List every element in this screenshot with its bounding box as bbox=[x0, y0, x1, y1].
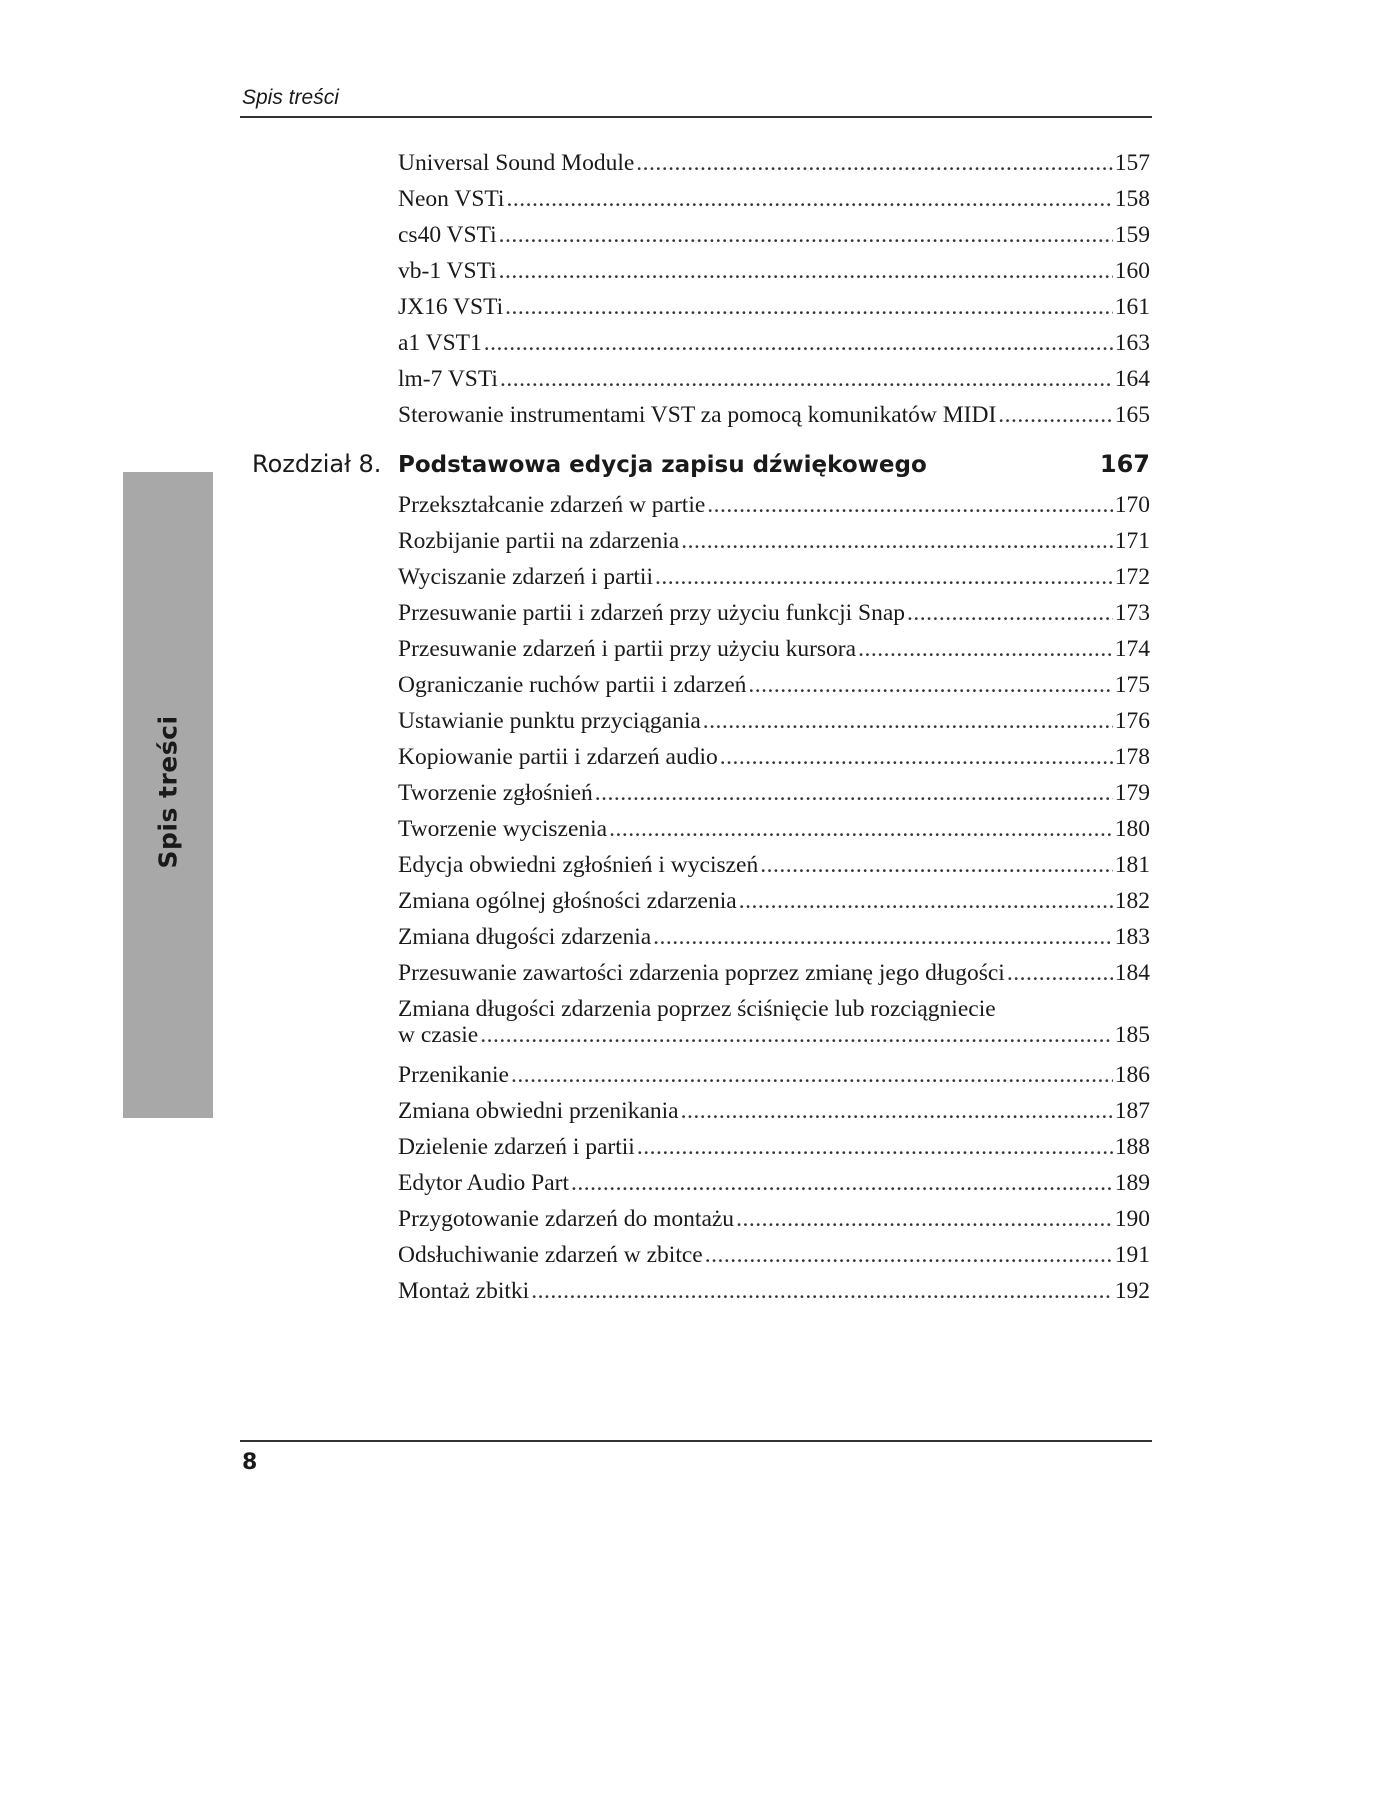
toc-entry[interactable] bbox=[398, 1170, 1150, 1200]
dot-leader bbox=[739, 888, 1113, 914]
dot-leader bbox=[506, 186, 1112, 212]
dot-leader bbox=[653, 924, 1113, 950]
toc-entry-page: 176 bbox=[1114, 708, 1150, 734]
toc-entry-page: 185 bbox=[1114, 1022, 1150, 1048]
dot-leader bbox=[499, 258, 1113, 284]
dot-leader bbox=[720, 744, 1113, 770]
toc-entry-page: 180 bbox=[1114, 816, 1150, 842]
toc-entry-title: a1 VST1 bbox=[398, 330, 482, 356]
toc-entry[interactable] bbox=[398, 924, 1150, 954]
toc-entry-page: 174 bbox=[1114, 636, 1150, 662]
toc-entry-page: 178 bbox=[1114, 744, 1150, 770]
toc-entry-page: 182 bbox=[1114, 888, 1150, 914]
toc-entry-page: 157 bbox=[1114, 150, 1150, 176]
side-tab bbox=[123, 472, 213, 1118]
chapter-page: 167 bbox=[1099, 450, 1150, 478]
toc-entry-title: Przygotowanie zdarzeń do montażu bbox=[398, 1206, 735, 1232]
toc-entry-page: 179 bbox=[1114, 780, 1150, 806]
toc-entry[interactable] bbox=[398, 780, 1150, 810]
toc-entry-page: 192 bbox=[1114, 1278, 1150, 1304]
toc-entry[interactable] bbox=[398, 852, 1150, 882]
toc-entry-page: 190 bbox=[1114, 1206, 1150, 1232]
dot-leader bbox=[637, 1134, 1113, 1160]
dot-leader bbox=[705, 1242, 1113, 1268]
side-tab-label: Spis treści bbox=[153, 715, 183, 869]
toc-entry-title: Ograniczanie ruchów partii i zdarzeń bbox=[398, 672, 747, 698]
dot-leader bbox=[511, 1062, 1113, 1088]
toc-entry-title: vb-1 VSTi bbox=[398, 258, 497, 284]
toc-entry-page: 163 bbox=[1114, 330, 1150, 356]
chapter-heading[interactable] bbox=[252, 450, 1150, 478]
toc-entry-page: 189 bbox=[1114, 1170, 1150, 1196]
dot-leader bbox=[636, 150, 1112, 176]
toc-entry-title: lm-7 VSTi bbox=[398, 366, 498, 392]
toc-entry-title: cs40 VSTi bbox=[398, 222, 497, 248]
toc-entry-title: Przesuwanie zawartości zdarzenia poprzez zmianę jego długości bbox=[398, 960, 1005, 986]
toc-entry-title: Zmiana długości zdarzenia bbox=[398, 924, 652, 950]
dot-leader bbox=[858, 636, 1113, 662]
dot-leader bbox=[571, 1170, 1113, 1196]
toc-entry[interactable] bbox=[398, 564, 1150, 594]
toc-entry[interactable] bbox=[398, 888, 1150, 918]
toc-entry-title: Rozbijanie partii na zdarzenia bbox=[398, 528, 680, 554]
toc-entry[interactable] bbox=[398, 1278, 1150, 1308]
toc-entry-title: Tworzenie zgłośnień bbox=[398, 780, 593, 806]
toc-entry-page: 181 bbox=[1114, 852, 1150, 878]
toc-entry-title: Wyciszanie zdarzeń i partii bbox=[398, 564, 653, 590]
toc-entry[interactable] bbox=[398, 744, 1150, 774]
toc-entry-title: Sterowanie instrumentami VST za pomocą komunikatów MIDI bbox=[398, 402, 997, 428]
toc-entry[interactable] bbox=[398, 528, 1150, 558]
toc-entry-title: Zmiana obwiedni przenikania bbox=[398, 1098, 679, 1124]
toc-entry[interactable] bbox=[398, 258, 1150, 288]
toc-entry-page: 183 bbox=[1114, 924, 1150, 950]
dot-leader bbox=[681, 528, 1113, 554]
toc-entry-title: Montaż zbitki bbox=[398, 1278, 530, 1304]
toc-entry-title: Odsłuchiwanie zdarzeń w zbitce bbox=[398, 1242, 703, 1268]
dot-leader bbox=[998, 402, 1112, 428]
toc-entry-title: Zmiana ogólnej głośności zdarzenia bbox=[398, 888, 737, 914]
dot-leader bbox=[736, 1206, 1113, 1232]
toc-entry-title: Neon VSTi bbox=[398, 186, 505, 212]
toc-entry-page: 159 bbox=[1114, 222, 1150, 248]
dot-leader bbox=[484, 330, 1113, 356]
dot-leader bbox=[748, 672, 1112, 698]
toc-entry[interactable] bbox=[398, 1098, 1150, 1128]
running-head: Spis treści bbox=[242, 86, 339, 109]
dot-leader bbox=[703, 708, 1113, 734]
toc-entry[interactable] bbox=[398, 402, 1150, 432]
toc-entry[interactable] bbox=[398, 1206, 1150, 1236]
toc-entry[interactable] bbox=[398, 150, 1150, 180]
toc-entry[interactable] bbox=[398, 1242, 1150, 1272]
dot-leader bbox=[480, 1022, 1113, 1048]
toc-entry[interactable] bbox=[398, 294, 1150, 324]
toc-entry[interactable] bbox=[398, 330, 1150, 360]
toc-entry-page: 165 bbox=[1114, 402, 1150, 428]
toc-entry[interactable] bbox=[398, 960, 1150, 990]
toc-entry[interactable] bbox=[398, 636, 1150, 666]
toc-entry[interactable] bbox=[398, 816, 1150, 846]
toc-entry-title: Dzielenie zdarzeń i partii bbox=[398, 1134, 635, 1160]
dot-leader bbox=[1007, 960, 1113, 986]
toc-entry-page: 187 bbox=[1114, 1098, 1150, 1124]
toc-entry-title: Edytor Audio Part bbox=[398, 1170, 570, 1196]
dot-leader bbox=[531, 1278, 1113, 1304]
dot-leader bbox=[500, 366, 1113, 392]
toc-entry-page: 184 bbox=[1114, 960, 1150, 986]
toc-entry-page: 170 bbox=[1114, 492, 1150, 518]
toc-entry[interactable] bbox=[398, 1134, 1150, 1164]
toc-entry[interactable] bbox=[398, 222, 1150, 252]
dot-leader bbox=[505, 294, 1113, 320]
toc-entry[interactable] bbox=[398, 1062, 1150, 1092]
toc-entry[interactable] bbox=[398, 186, 1150, 216]
toc-entry-page: 186 bbox=[1114, 1062, 1150, 1088]
toc-entry[interactable] bbox=[398, 672, 1150, 702]
toc-entry-page: 171 bbox=[1114, 528, 1150, 554]
toc-entry-page: 172 bbox=[1114, 564, 1150, 590]
dot-leader bbox=[907, 600, 1113, 626]
toc-entry-title: w czasie bbox=[398, 1022, 479, 1048]
toc-entry[interactable] bbox=[398, 600, 1150, 630]
dot-leader bbox=[707, 492, 1112, 518]
toc-entry[interactable] bbox=[398, 492, 1150, 522]
dot-leader bbox=[760, 852, 1113, 878]
toc-entry-title: Universal Sound Module bbox=[398, 150, 635, 176]
toc-entry-title: Kopiowanie partii i zdarzeń audio bbox=[398, 744, 718, 770]
dot-leader bbox=[609, 816, 1113, 842]
toc-entry-title: Przekształcanie zdarzeń w partie bbox=[398, 492, 706, 518]
toc-entry-title: Przenikanie bbox=[398, 1062, 509, 1088]
toc-entry-page: 164 bbox=[1114, 366, 1150, 392]
footer-rule bbox=[240, 1440, 1152, 1442]
toc-entry-title: Ustawianie punktu przyciągania bbox=[398, 708, 701, 734]
dot-leader bbox=[655, 564, 1113, 590]
toc-entry[interactable] bbox=[398, 708, 1150, 738]
chapter-label: Rozdział 8. bbox=[252, 450, 382, 478]
dot-leader bbox=[595, 780, 1113, 806]
toc-entry-title: Edycja obwiedni zgłośnień i wyciszeń bbox=[398, 852, 759, 878]
toc-entry-title: Tworzenie wyciszenia bbox=[398, 816, 608, 842]
toc-entry-page: 173 bbox=[1114, 600, 1150, 626]
toc-entry[interactable] bbox=[398, 366, 1150, 396]
toc-entry[interactable] bbox=[398, 996, 1150, 1056]
toc-entry-page: 160 bbox=[1114, 258, 1150, 284]
header-rule bbox=[240, 116, 1152, 118]
chapter-title: Podstawowa edycja zapisu dźwiękowego bbox=[398, 452, 927, 478]
toc-entry-title: Przesuwanie partii i zdarzeń przy użyciu funkcji Snap bbox=[398, 600, 906, 626]
toc-entry-page: 188 bbox=[1114, 1134, 1150, 1160]
toc-entry-title: JX16 VSTi bbox=[398, 294, 504, 320]
toc-entry-page: 175 bbox=[1114, 672, 1150, 698]
toc-entry-title-line1: Zmiana długości zdarzenia poprzez ściśnięcie lub rozciągniecie bbox=[398, 996, 996, 1022]
toc-entry-title: Przesuwanie zdarzeń i partii przy użyciu kursora bbox=[398, 636, 857, 662]
page-number: 8 bbox=[242, 1450, 258, 1475]
toc-entry-page: 161 bbox=[1114, 294, 1150, 320]
dot-leader bbox=[681, 1098, 1113, 1124]
dot-leader bbox=[499, 222, 1113, 248]
toc-entry-page: 158 bbox=[1114, 186, 1150, 212]
toc-entry-page: 191 bbox=[1114, 1242, 1150, 1268]
